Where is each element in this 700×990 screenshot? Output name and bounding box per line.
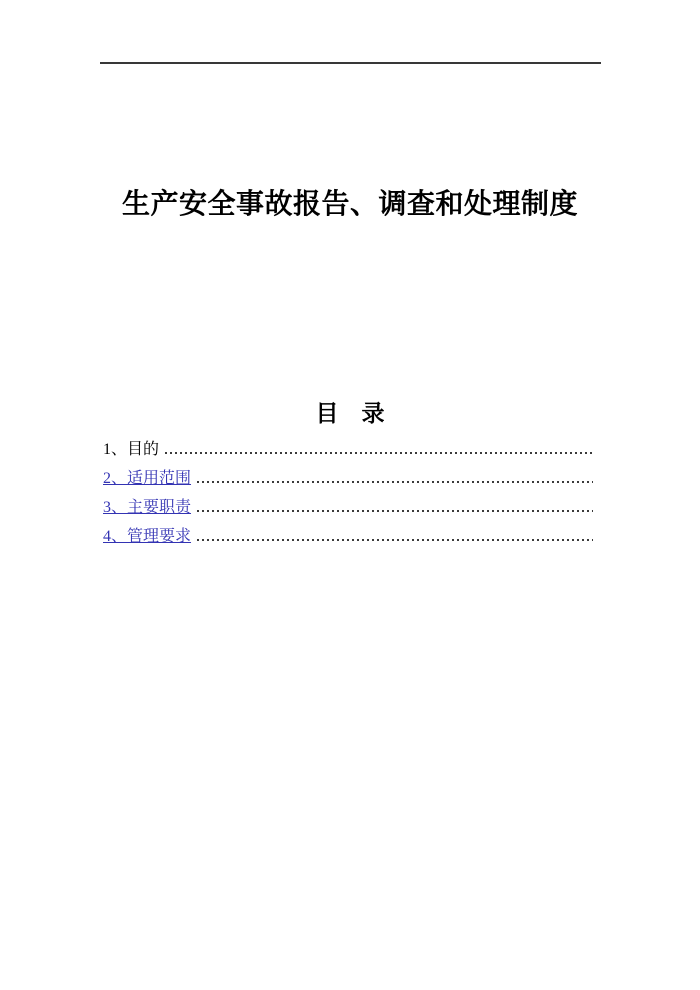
toc-entry-label: 1、目的 (103, 441, 160, 458)
toc-entry-link-label[interactable]: 3、主要职责 (103, 499, 192, 516)
toc-leader-dots (197, 510, 593, 512)
document-title: 生产安全事故报告、调查和处理制度 (121, 189, 578, 220)
toc-entry-purpose (103, 433, 593, 462)
toc-list (103, 433, 593, 549)
toc-entry-link-label[interactable]: 2、适用范围 (103, 470, 192, 487)
header-rule (100, 62, 601, 64)
toc-leader-dots (165, 452, 593, 454)
toc-entry-link-label[interactable]: 4、管理要求 (103, 528, 192, 545)
toc-entry-management[interactable] (103, 520, 593, 549)
toc-entry-responsibilities[interactable] (103, 491, 593, 520)
toc-entry-scope[interactable] (103, 462, 593, 491)
toc-heading: 目 录 (315, 401, 385, 426)
toc-leader-dots (197, 539, 593, 541)
toc-leader-dots (197, 481, 593, 483)
